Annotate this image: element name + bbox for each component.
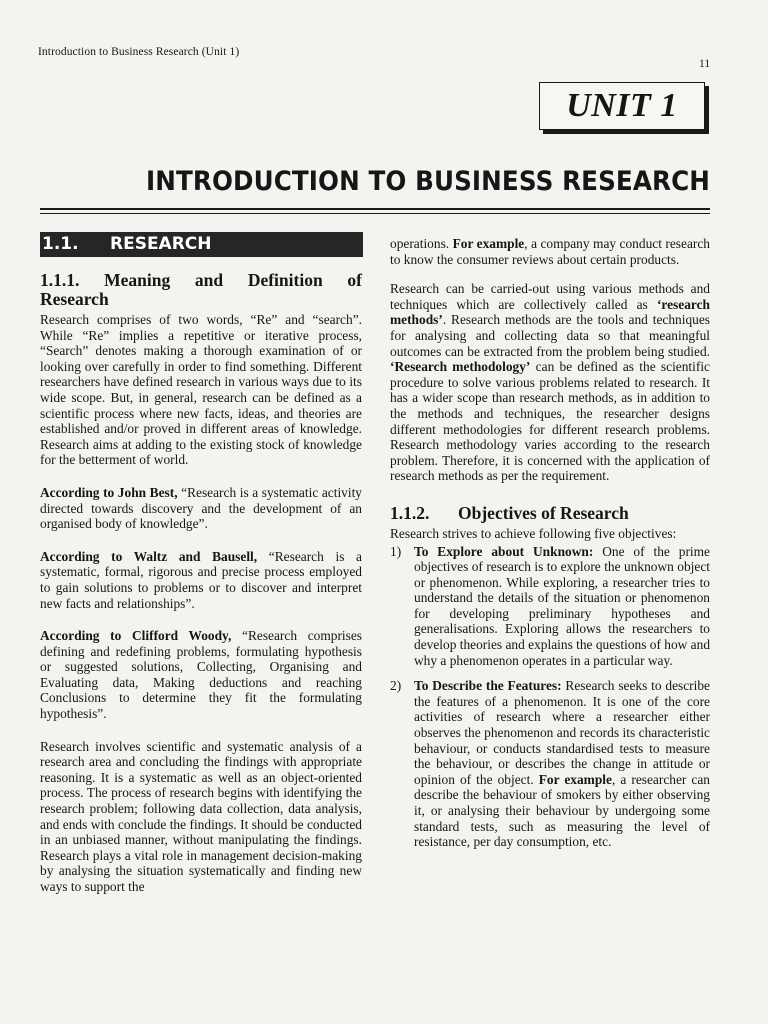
page-number: 11: [699, 58, 711, 70]
quote-text: “Research is a systematic activity directed towards discovery and the development of an organised body of knowledge”.: [40, 484, 362, 532]
unit-box: [539, 82, 705, 130]
section-title: RESEARCH: [110, 234, 212, 254]
subsection-number: 1.1.1.: [40, 270, 80, 290]
title-rule-thin: [40, 213, 710, 214]
emphasis: For example: [538, 771, 612, 787]
emphasis: ‘Research methodology’: [390, 359, 531, 375]
heading-word: of: [347, 270, 362, 290]
objective-text: Research seeks to describe the features of a phenomenon. It is one of the core activities of research where a researcher either observes the phenomenon and records its characteristic behaviour, or conducts standardised tests to measure the behaviour, or describes the change in attitude or opinion of the object.: [414, 678, 710, 787]
heading-word: and: [194, 270, 224, 290]
quote-john-best: [40, 485, 362, 532]
subsection-title: Objectives of Research: [458, 502, 629, 523]
objective-text: One of the prime objectives of research is to explore the unknown object or phenomenon. While exploring, a researcher tries to understand the details of the situation or phenomenon for developing preliminary hypotheses and generalisations. Exploring allows the researchers to develop theories and explains the questions of how and why a phenomenon operates in a particular way.: [414, 543, 711, 668]
left-column: [40, 232, 362, 895]
quote-clifford-woody: [40, 628, 362, 722]
subsection-heading-2: [390, 504, 710, 523]
text-run: can be defined as the scientific procedure to solve various problems related to research. It has a wider scope than research methods, as in addition to the methods and techniques, the researcher designs different methodologies for different research problems. Research methodology varies according to the research problem. Therefore, it is concerned with the application of research methods as per the requirement.: [390, 359, 710, 484]
quote-waltz-bausell: [40, 549, 362, 611]
subsection-heading-1: [40, 271, 362, 309]
text-run: Research can be carried-out using various methods and techniques which are collectively called as: [390, 281, 710, 312]
quote-text: “Research is a systematic, formal, rigorous and precise process employed to gain solutions to problems or to discover and interpret new facts and relationships”.: [40, 548, 363, 611]
heading-word: Definition: [247, 270, 323, 290]
quote-author: According to Waltz and Bausell,: [40, 548, 258, 564]
heading-line-2: Research: [40, 289, 109, 309]
quote-author: According to Clifford Woody,: [40, 628, 232, 644]
section-banner: [40, 232, 363, 257]
meaning-paragraph: Research comprises of two words, “Re” and “search”. While “Re” implies a repetitive or iterative process, “Search” denotes making a thorough examination of or looking over carefully in order to find something. Different researchers have defined research in various ways due to its wide scope. But, in general, research can be defined as a scientific process where new facts, ideas, and theories are established and/or proved in different areas of knowledge. Research aims at adding to the existing stock of knowledge for the betterment of world.: [40, 312, 362, 468]
unit-label: UNIT 1: [566, 87, 678, 124]
heading-word: Meaning: [104, 270, 171, 290]
continued-paragraph: [390, 236, 710, 267]
emphasis: ‘research methods’: [390, 296, 710, 328]
objective-item: [390, 544, 710, 669]
objective-item: [390, 678, 710, 850]
objective-number: 1): [390, 543, 402, 559]
quote-author: According to John Best,: [40, 484, 178, 500]
quote-text: “Research comprises defining and redefining problems, formulating hypothesis or suggested solutions, Collecting, Organising and Evaluating data, Making deductions and reaching Conclusions to determine they fit the formulating hypothesis”.: [40, 628, 362, 722]
section-number: 1.1.: [42, 234, 79, 254]
subsection-number: 1.1.2.: [390, 502, 430, 523]
objective-heading: To Explore about Unknown:: [414, 543, 594, 559]
objective-text: , a researcher can describe the behaviour of smokers by either observing it, or analysing their behaviour by undergoing some standard tests, such as measuring the level of resistance, per day consumption, etc.: [414, 771, 710, 850]
objectives-intro: Research strives to achieve following five objectives:: [390, 525, 677, 541]
objective-heading: To Describe the Features:: [414, 678, 562, 694]
right-column: [390, 236, 710, 850]
chapter-title: INTRODUCTION TO BUSINESS RESEARCH: [146, 166, 710, 197]
text-run: . Research methods are the tools and techniques for analysing and collecting data so that meaningful outcomes can be extracted from the problem being studied.: [390, 312, 710, 359]
research-process-paragraph: Research involves scientific and systematic analysis of a research area and concluding the findings with appropriate reasoning. It is a systematic as well as an object-oriented process. The process of research begins with identifying the research problem; following data collection, data analysis, and ends with conclude the findings. It should be conducted in an unbiased manner, without manipulating the findings. Research plays a vital role in management decision-making by analysing the situation systematically and finding new ways to support the: [40, 738, 362, 894]
running-head: Introduction to Business Research (Unit 1): [38, 46, 240, 58]
objective-number: 2): [390, 678, 402, 694]
text-run: , a company may conduct research to know the consumer reviews about certain products.: [390, 236, 710, 267]
title-rule-thick: [40, 208, 710, 210]
text-run: operations.: [390, 236, 453, 251]
emphasis: For example: [452, 236, 525, 251]
methods-paragraph: [390, 281, 710, 484]
